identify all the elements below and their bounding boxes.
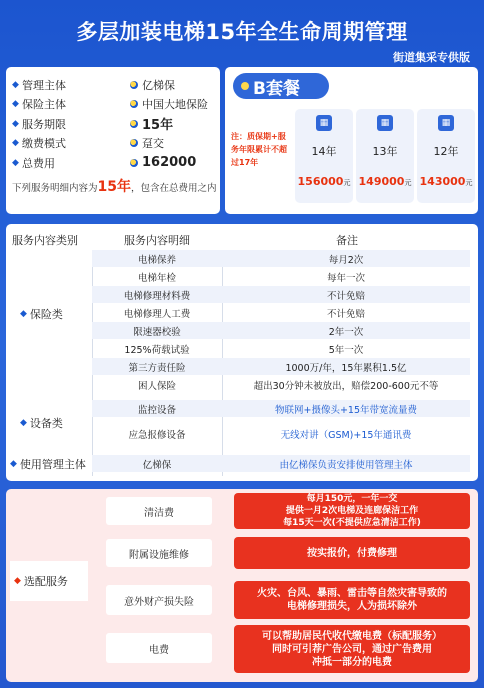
- info-value: 162000: [142, 155, 197, 171]
- service-table: [6, 224, 478, 481]
- table-row: [92, 340, 470, 357]
- bullet-icon: ◆: [12, 118, 19, 129]
- desc-line: 提供一月2次电梯及连廊保洁工作: [285, 506, 419, 516]
- desc-line: 冲抵一部分的电费: [312, 656, 392, 668]
- table-row: [92, 425, 470, 442]
- info-label: 保险主体: [22, 98, 66, 112]
- card-years: 14年: [311, 145, 337, 158]
- card-price: [356, 175, 414, 188]
- category-label: 选配服务: [23, 575, 68, 588]
- price-card: [356, 109, 414, 203]
- info-row: [12, 153, 214, 173]
- optional-category: [10, 561, 88, 601]
- category-label: 设备类: [29, 417, 63, 430]
- info-panel: [6, 67, 220, 214]
- info-row: [12, 114, 214, 134]
- table-row: [92, 268, 470, 285]
- row-remark: 不计免赔: [326, 290, 365, 302]
- row-detail: 电梯保养: [137, 254, 176, 266]
- info-row: [12, 75, 214, 95]
- row-detail: 125%荷载试验: [124, 344, 190, 356]
- row-remark: 1000万/年，15年累积1.5亿: [285, 362, 407, 374]
- dot-icon: [241, 82, 249, 90]
- column-header: 备注: [336, 234, 358, 247]
- price-card: [295, 109, 353, 203]
- page-title: 多层加装电梯15年全生命周期管理: [76, 20, 408, 44]
- note-suffix: ，包含在总费用之内: [131, 182, 217, 194]
- row-detail: 电梯年检: [137, 272, 176, 284]
- coin-icon: [130, 159, 138, 167]
- row-detail: 应急报修设备: [128, 429, 186, 441]
- option-item: 意外财产损失险: [106, 585, 212, 615]
- coin-icon: [130, 120, 138, 128]
- category-management: [10, 456, 86, 472]
- page-subtitle: 街道集采专供版: [393, 51, 470, 64]
- table-row: [92, 400, 470, 417]
- desc-line: 火灾、台风、暴雨、雷击等自然灾害导致的: [257, 588, 447, 599]
- bullet-icon: ◆: [12, 99, 19, 110]
- info-value: 中国大地保险: [142, 98, 208, 112]
- info-row: [12, 95, 214, 115]
- plan-name: B套餐: [253, 78, 300, 99]
- row-remark: 每年一次: [326, 272, 365, 284]
- category-equipment: [20, 415, 63, 431]
- bullet-icon: ◆: [12, 157, 19, 168]
- info-label: 总费用: [22, 156, 55, 170]
- info-value: 15年: [142, 118, 174, 134]
- info-label: 缴费模式: [22, 137, 66, 151]
- row-remark: 超出30分钟未被放出，赔偿200-600元不等: [253, 380, 439, 392]
- calendar-icon: ▦: [438, 115, 454, 131]
- table-row: [92, 322, 470, 339]
- desc-line: 可以帮助居民代收代缴电费（标配服务）: [262, 630, 442, 642]
- calendar-icon: ▦: [316, 115, 332, 131]
- info-value: 亿梯保: [142, 78, 175, 92]
- option-item: 电费: [106, 633, 212, 663]
- table-row: [92, 304, 470, 321]
- option-desc: [234, 625, 470, 673]
- table-row: [92, 286, 470, 303]
- bullet-icon: ◆: [14, 576, 21, 586]
- row-remark: 无线对讲（GSM)+15年通讯费: [280, 429, 412, 441]
- option-desc: [234, 537, 470, 569]
- row-remark: 每月2次: [328, 254, 364, 266]
- price-unit: 元: [465, 179, 473, 187]
- column-header: 服务内容类别: [12, 234, 78, 247]
- card-years: 13年: [372, 145, 398, 158]
- desc-line: 电梯修理损失，人为损坏除外: [287, 601, 417, 612]
- row-detail: 电梯修理材料费: [123, 290, 191, 302]
- info-label: 管理主体: [22, 78, 66, 92]
- calendar-icon: ▦: [377, 115, 393, 131]
- info-value: 趸交: [142, 137, 164, 151]
- row-remark: 物联网+摄像头+15年带宽流量费: [274, 404, 417, 416]
- row-detail: 限速器校验: [133, 326, 181, 338]
- desc-line: 每月150元，一年一交: [306, 494, 398, 504]
- category-insurance: [20, 306, 63, 322]
- note-prefix: 下列服务明细内容为: [12, 182, 98, 194]
- plan-badge: [233, 73, 329, 99]
- info-label: 服务期限: [22, 117, 66, 131]
- table-row: [92, 455, 470, 472]
- bullet-icon: ◆: [12, 79, 19, 90]
- plan-panel: [225, 67, 478, 214]
- card-price: [417, 175, 475, 188]
- row-detail: 困人保险: [137, 380, 176, 392]
- row-remark: 不计免赔: [326, 308, 365, 320]
- price-unit: 元: [404, 179, 412, 187]
- category-label: 使用管理主体: [19, 458, 86, 471]
- option-item: 附属设施维修: [106, 539, 212, 567]
- table-row: [92, 376, 470, 393]
- bullet-icon: ◆: [20, 418, 27, 428]
- row-remark: 由亿梯保负责安排使用管理主体: [279, 459, 413, 471]
- coin-icon: [130, 81, 138, 89]
- table-row: [92, 358, 470, 375]
- bullet-icon: ◆: [10, 459, 17, 469]
- price-value: 156000: [297, 175, 344, 188]
- category-label: 保险类: [29, 308, 63, 321]
- desc-line: 每15天一次(不提供应急清洁工作): [283, 518, 421, 528]
- row-remark: 2年一次: [328, 326, 364, 338]
- row-detail: 电梯修理人工费: [123, 308, 191, 320]
- option-item: 清洁费: [106, 497, 212, 525]
- coin-icon: [130, 100, 138, 108]
- optional-services: [6, 489, 478, 682]
- price-value: 149000: [358, 175, 405, 188]
- desc-line: 同时可引荐广告公司，通过广告费用: [272, 643, 432, 655]
- note-emphasis: 15年: [97, 178, 131, 195]
- row-remark: 5年一次: [328, 344, 364, 356]
- row-detail: 第三方责任险: [128, 362, 186, 374]
- price-unit: 元: [343, 179, 351, 187]
- card-price: [295, 175, 353, 188]
- price-value: 143000: [419, 175, 466, 188]
- card-years: 12年: [433, 145, 459, 158]
- row-detail: 监控设备: [137, 404, 176, 416]
- option-desc: [234, 493, 470, 529]
- bullet-icon: ◆: [20, 309, 27, 319]
- coin-icon: [130, 139, 138, 147]
- column-header: 服务内容明细: [124, 234, 190, 247]
- plan-warning: 注：质保期+服务年限累计不超过17年: [231, 132, 287, 167]
- table-row: [92, 250, 470, 267]
- bullet-icon: ◆: [12, 138, 19, 149]
- desc-line: 按实报价，付费修理: [307, 547, 397, 559]
- option-desc: [234, 581, 470, 619]
- info-row: [12, 134, 214, 154]
- price-card: [417, 109, 475, 203]
- row-detail: 亿梯保: [142, 459, 172, 471]
- info-note: [12, 176, 217, 196]
